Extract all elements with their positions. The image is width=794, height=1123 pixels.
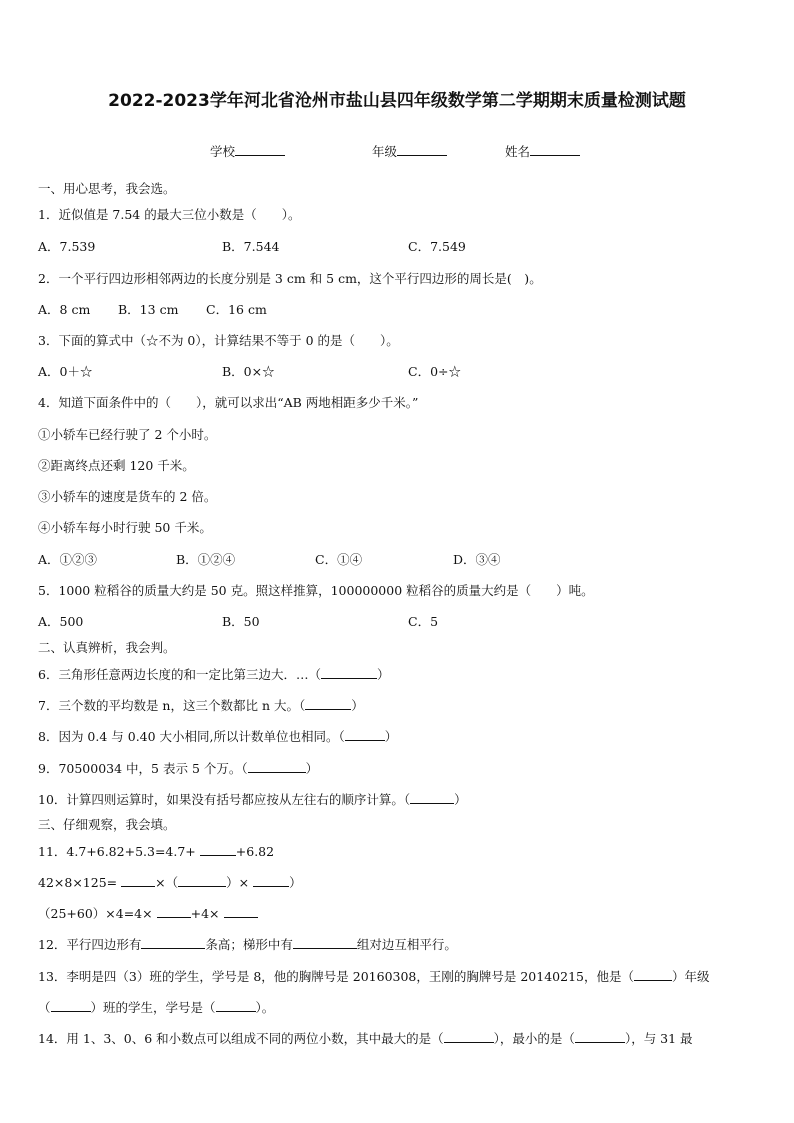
question-13-text-c: （ [38, 1000, 51, 1015]
question-14-text-a: 14．用 1、3、0、6 和小数点可以组成不同的两位小数，其中最大的是（ [38, 1031, 444, 1046]
exam-title: 2022-2023学年河北省沧州市盐山县四年级数学第二学期期末质量检测试题 [108, 91, 686, 111]
question-7 [38, 697, 364, 714]
question-1-option-b: B．7.544 [222, 239, 280, 254]
question-5-stem: 5．1000 粒稻谷的质量大约是 50 克。照这样推算，100000000 粒稻谷的质量大约是（ ）吨。 [38, 583, 594, 598]
question-13-line-1 [38, 968, 710, 985]
question-10-end: ） [454, 792, 467, 807]
question-12 [38, 936, 457, 953]
question-14-blank-1[interactable] [444, 1030, 494, 1043]
question-14-text-c: ），与 31 最 [624, 1031, 693, 1046]
question-13-blank-2[interactable] [51, 999, 91, 1012]
question-11-blank-6[interactable] [224, 905, 258, 918]
question-6 [38, 666, 389, 683]
question-10-answer-blank[interactable] [410, 791, 454, 804]
question-8-answer-blank[interactable] [345, 728, 385, 741]
question-11-blank-2[interactable] [121, 874, 155, 887]
question-7-answer-blank[interactable] [305, 697, 351, 710]
question-4-condition-1: ①小轿车已经行驶了 2 个小时。 [38, 427, 217, 442]
name-blank [530, 143, 580, 156]
question-11-blank-4[interactable] [253, 874, 289, 887]
question-3-option-c: C．0÷☆ [408, 364, 461, 379]
question-6-text: 6．三角形任意两边长度的和一定比第三边大．…（ [38, 667, 321, 682]
question-10 [38, 791, 467, 808]
question-5-option-b: B．50 [222, 614, 260, 629]
question-13-text-d: ）班的学生，学号是（ [90, 1000, 216, 1015]
question-12-text-a: 12．平行四边形有 [38, 937, 142, 952]
question-1-stem: 1．近似值是 7.54 的最大三位小数是（ ）。 [38, 207, 301, 222]
question-11-line-2-close: ） [289, 875, 302, 890]
section-heading-3: 三、仔细观察，我会填。 [38, 817, 176, 832]
question-11-line-2-text: 42×8×125= [38, 875, 118, 890]
question-3-option-a: A．0＋☆ [38, 364, 93, 379]
question-12-text-c: 组对边互相平行。 [356, 937, 457, 952]
question-1-option-c: C．7.549 [408, 239, 466, 254]
question-11-blank-1[interactable] [200, 843, 236, 856]
grade-label: 年级 [372, 144, 398, 159]
question-8-end: ） [384, 729, 398, 744]
grade-field [372, 142, 447, 160]
question-11-line-3 [38, 905, 258, 922]
school-label: 学校 [210, 144, 236, 159]
question-5-option-c: C．5 [408, 614, 439, 629]
question-5-option-a: A．500 [38, 614, 84, 629]
question-2-option-c: C．16 cm [206, 302, 267, 317]
question-14-text-b: ），最小的是（ [493, 1031, 575, 1046]
question-11-blank-5[interactable] [157, 905, 191, 918]
question-4-option-b: B．①②④ [176, 552, 236, 567]
question-13-blank-3[interactable] [216, 999, 256, 1012]
question-4-option-d: D．③④ [453, 552, 501, 567]
school-field [210, 142, 285, 160]
question-14 [38, 1030, 693, 1047]
question-11-line-2-tail: ）× [226, 875, 250, 890]
question-3-option-b: B．0×☆ [222, 364, 275, 379]
question-4-condition-4: ④小轿车每小时行驶 50 千米。 [38, 520, 212, 535]
question-2-stem: 2．一个平行四边形相邻两边的长度分别是 3 cm 和 5 cm，这个平行四边形的周长是( )。 [38, 271, 542, 286]
grade-blank [397, 143, 447, 156]
question-6-end: ） [376, 667, 390, 682]
question-12-blank-2[interactable] [293, 936, 357, 949]
question-6-answer-blank[interactable] [321, 666, 377, 679]
question-4-stem: 4．知道下面条件中的（ ），就可以求出“AB 两地相距多少千米。” [38, 395, 419, 410]
question-4-condition-2: ②距离终点还剩 120 千米。 [38, 458, 195, 473]
question-9-end: ） [305, 761, 319, 776]
question-12-blank-1[interactable] [141, 936, 205, 949]
question-4-condition-3: ③小轿车的速度是货车的 2 倍。 [38, 489, 217, 504]
question-12-text-b: 条高；梯形中有 [205, 937, 293, 952]
question-2-option-a: A．8 cm [38, 302, 91, 317]
name-field [505, 142, 580, 160]
question-11-line-1-tail: +6.82 [235, 844, 275, 859]
question-13-text-e: ）。 [255, 1000, 275, 1015]
question-4-option-a: A．①②③ [38, 552, 98, 567]
question-9-text: 9．70500034 中，5 表示 5 个万。（ [38, 761, 248, 776]
question-9 [38, 760, 318, 777]
question-4-option-c: C．①④ [315, 552, 363, 567]
student-info-row [0, 142, 794, 162]
question-14-blank-2[interactable] [575, 1030, 625, 1043]
school-blank [235, 143, 285, 156]
question-11-line-1 [38, 843, 274, 860]
question-11-blank-3[interactable] [178, 874, 226, 887]
question-11-line-2 [38, 874, 302, 891]
question-13-blank-1[interactable] [634, 968, 672, 981]
question-13-line-2 [38, 999, 274, 1016]
question-8-text: 8．因为 0.4 与 0.40 大小相同,所以计数单位也相同。（ [38, 729, 345, 744]
question-13-text-a: 13．李明是四（3）班的学生，学号是 8，他的胸牌号是 20160308，王刚的胸牌号是 20140215，他是（ [38, 969, 634, 984]
question-11-line-3-mid: +4× [190, 906, 220, 921]
question-11-line-3-text: （25+60）×4=4× [38, 906, 153, 921]
question-8 [38, 728, 397, 745]
question-9-answer-blank[interactable] [248, 760, 306, 773]
question-13-text-b: ）年级 [671, 969, 710, 984]
question-3-stem: 3．下面的算式中（☆不为 0），计算结果不等于 0 的是（ ）。 [38, 333, 399, 348]
question-2-option-b: B．13 cm [118, 302, 179, 317]
question-11-line-1-text: 11．4.7+6.82+5.3=4.7+ [38, 844, 196, 859]
question-1-option-a: A．7.539 [38, 239, 96, 254]
section-heading-2: 二、认真辨析，我会判。 [38, 640, 176, 655]
question-11-line-2-mid: ×（ [155, 875, 179, 890]
section-heading-1: 一、用心思考，我会选。 [38, 181, 176, 196]
name-label: 姓名 [505, 144, 531, 159]
question-10-text: 10．计算四则运算时，如果没有括号都应按从左往右的顺序计算。（ [38, 792, 411, 807]
question-7-text: 7．三个数的平均数是 n，这三个数都比 n 大。（ [38, 698, 306, 713]
question-7-end: ） [351, 698, 364, 713]
